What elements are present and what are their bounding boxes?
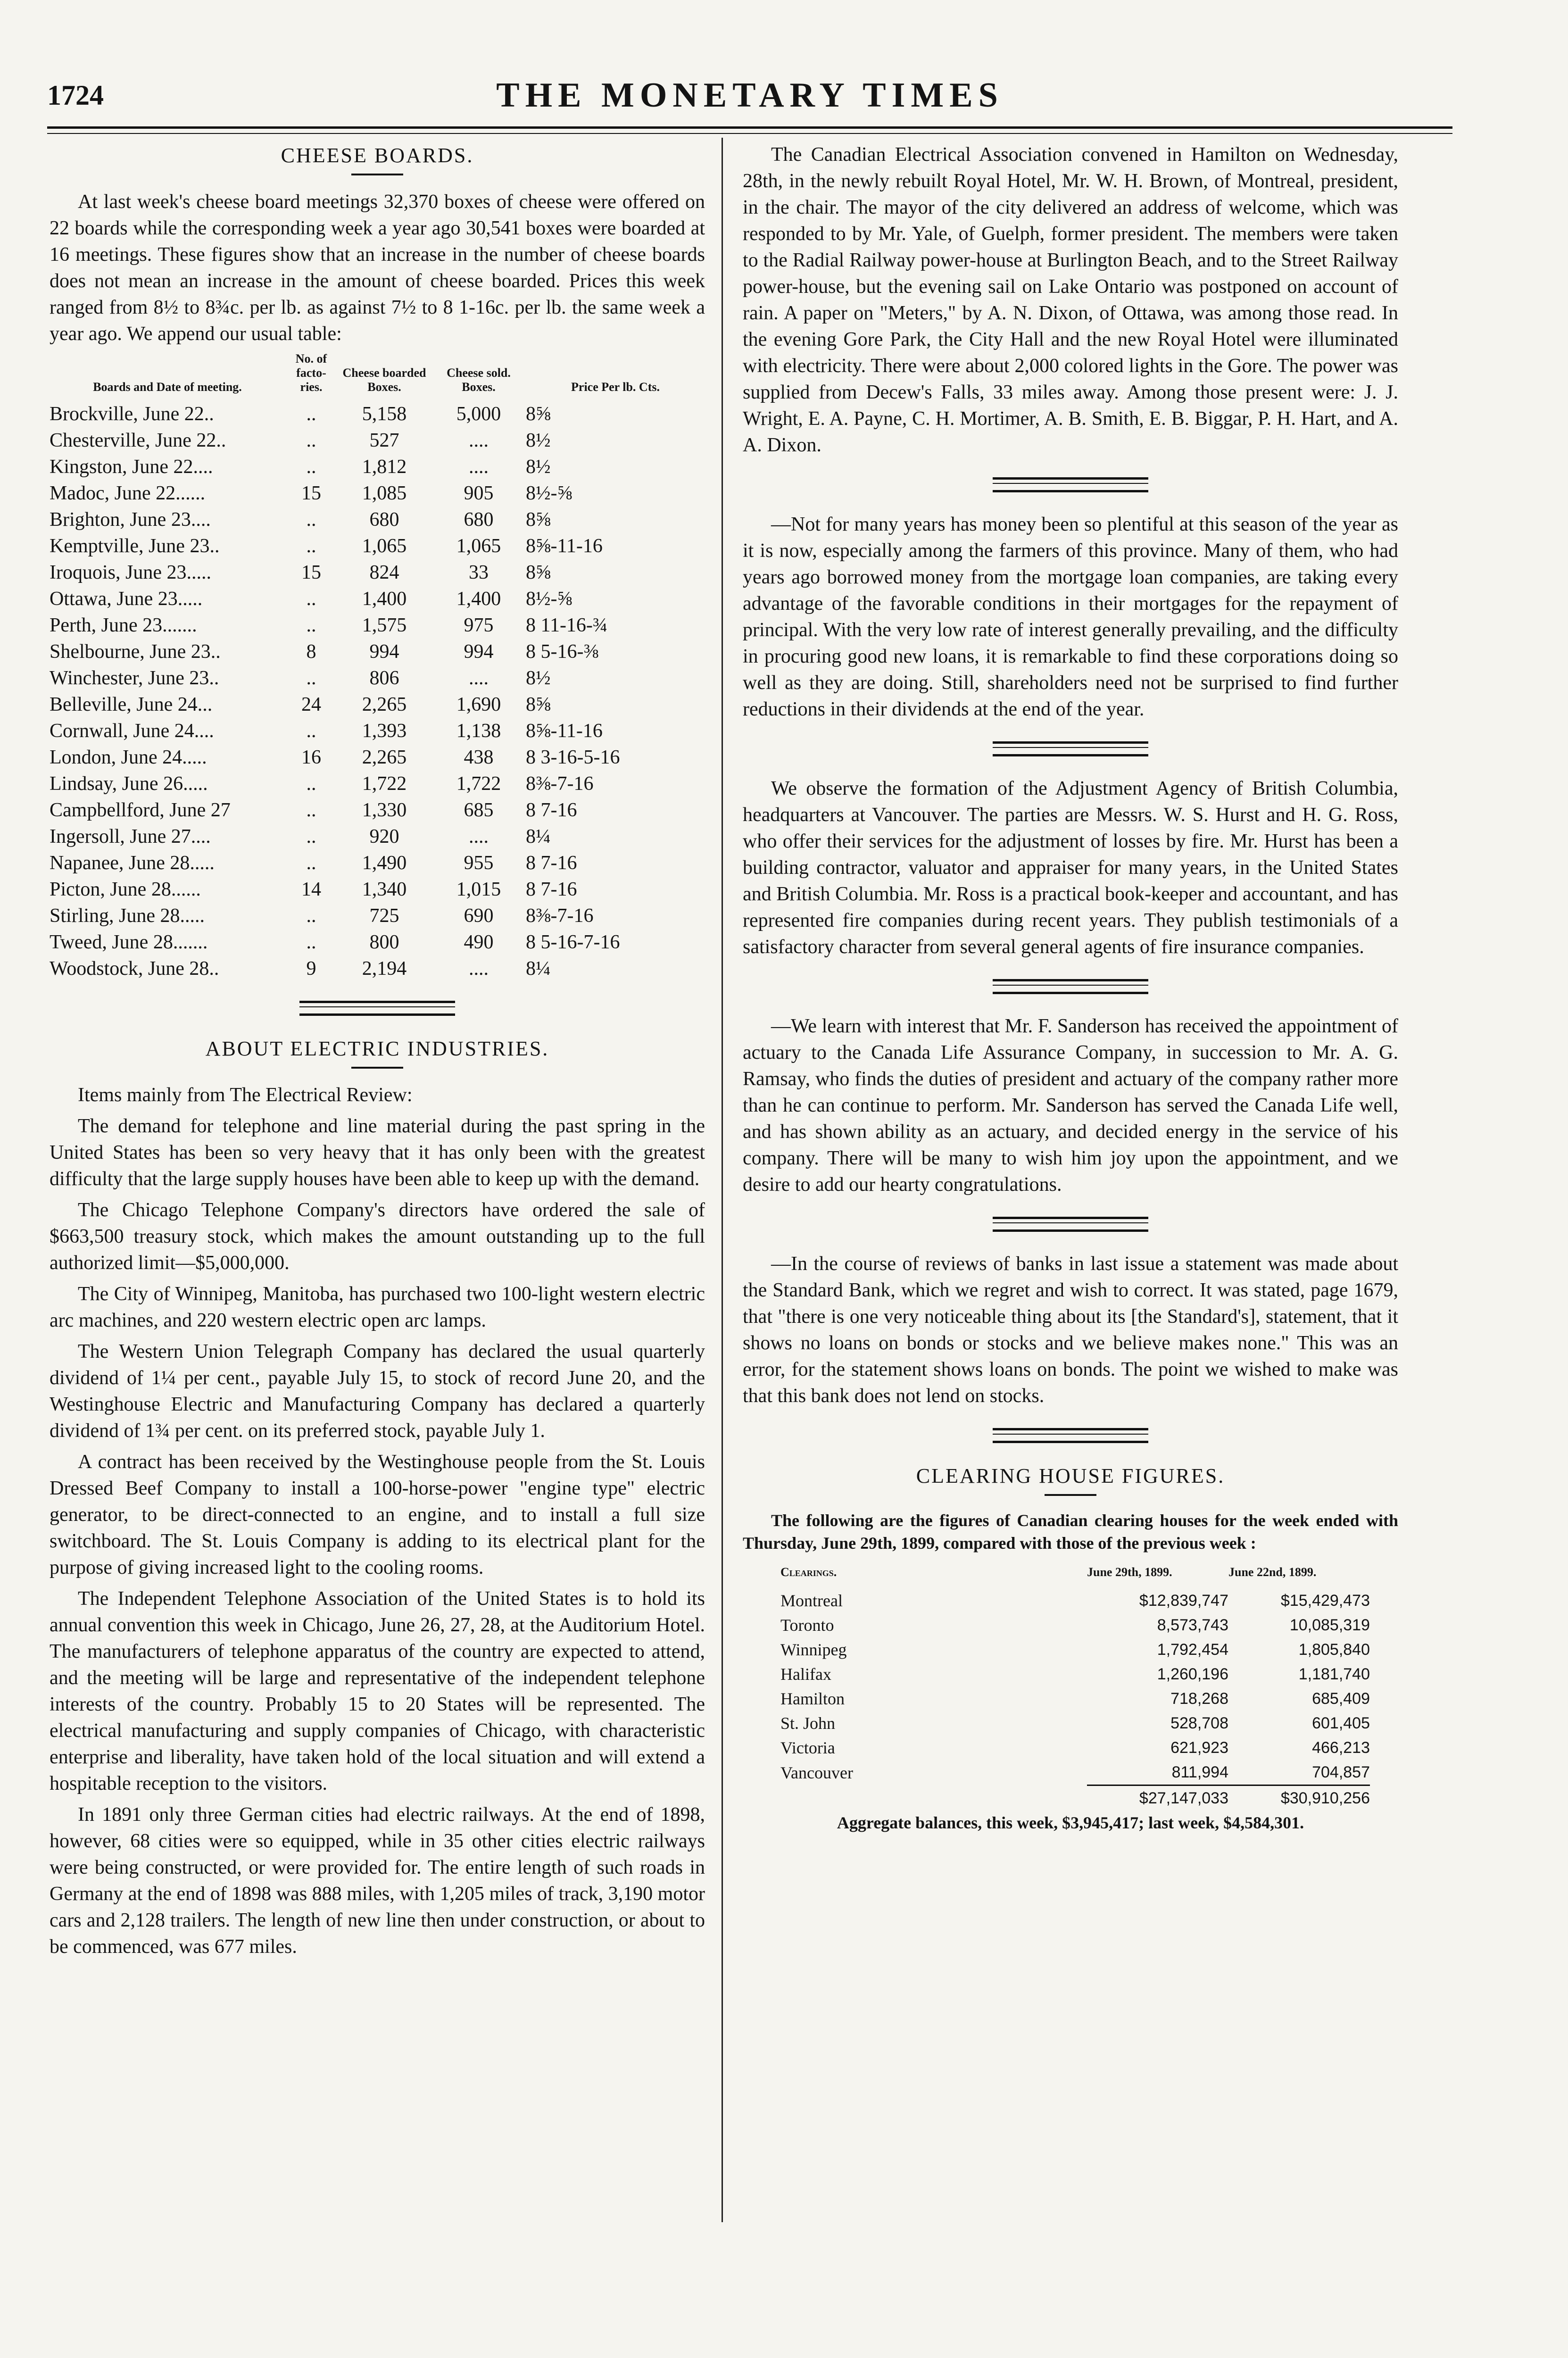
- table-row: [50, 427, 705, 454]
- title-rule: [351, 174, 403, 175]
- price: 8 3-16-5-16: [526, 747, 620, 768]
- factories-count: 9: [306, 958, 316, 980]
- col-sold: Cheese sold. Boxes.: [447, 366, 511, 394]
- col-board: Boards and Date of meeting.: [93, 380, 242, 394]
- board-name: Kingston, June 22....: [50, 456, 213, 478]
- table-row: [50, 480, 705, 506]
- boxes-sold: 33: [469, 562, 489, 583]
- table-row: [50, 691, 705, 718]
- board-name: Winchester, June 23..: [50, 667, 219, 689]
- col-clearings: Clearings.: [780, 1565, 837, 1579]
- board-name: Campbellford, June 27: [50, 799, 231, 821]
- clearing-this-week: $12,839,747: [1139, 1592, 1228, 1610]
- board-name: Kemptville, June 23..: [50, 535, 220, 557]
- boxes-boarded: 1,722: [362, 773, 407, 795]
- clearing-this-week: 718,268: [1170, 1690, 1228, 1708]
- factories-count: ..: [306, 403, 316, 425]
- price: 8 5-16-⅜: [526, 641, 598, 663]
- boxes-sold: 994: [464, 641, 494, 663]
- table-row: [50, 612, 705, 639]
- boxes-boarded: 1,340: [362, 879, 407, 900]
- price: 8⅜-7-16: [526, 905, 594, 927]
- right-column: [743, 141, 1398, 1835]
- table-row: [50, 533, 705, 559]
- city-name: St. John: [780, 1714, 836, 1733]
- electric-item: A contract has been received by the Westinghouse people from the St. Louis Dressed Beef Company to install a 100-horse-power "engine type" electric generator, to be direct-connected to an engine, and to install a full size switchboard. The St. Louis Company is adding to its electrical plant for the purpose of giving increased light to the cooling rooms.: [50, 1451, 705, 1578]
- board-name: Ingersoll, June 27....: [50, 826, 211, 847]
- board-name: Lindsay, June 26.....: [50, 773, 208, 795]
- col-boarded: Cheese boarded Boxes.: [342, 366, 426, 394]
- boxes-boarded: 1,812: [362, 456, 407, 478]
- clearing-this-week: 8,573,743: [1157, 1616, 1228, 1634]
- electric-item: In 1891 only three German cities had electric railways. At the end of 1898, however, 68 cities were so equipped, while in 35 other cities electric railways were being constructed, or were provided for. The entire length of such roads in Germany at the end of 1898 was 888 miles, with 1,205 miles of track, 3,190 motor cars and 2,128 trailers. The length of new line then under construction, or about to be commenced, was 677 miles.: [50, 1804, 705, 1958]
- section-divider: [993, 477, 1148, 492]
- table-row: [780, 1662, 1370, 1686]
- clearing-this-week: 621,923: [1170, 1739, 1228, 1757]
- city-name: Vancouver: [780, 1763, 853, 1782]
- adjustment-article: We observe the formation of the Adjustment Agency of British Columbia, headquarters at Vancouver. The parties are Messrs. W. S. Hurst and H. G. Ross, who offer their services for the adjustment of losses by fire. Mr. Hurst has been a building contractor, valuator and appraiser for many years, in the United States and British Columbia. Mr. Ross is a practical book-keeper and accountant, and has represented fire companies during recent years. They publish testimonials of a satisfactory character from several general agents of fire insurance companies.: [743, 778, 1398, 958]
- factories-count: ..: [306, 931, 316, 953]
- table-row: [50, 823, 705, 850]
- electric-item: The Chicago Telephone Company's directors have ordered the sale of $663,500 treasury stock, which makes the amount outstanding up to the full authorized limit—$5,000,000.: [50, 1199, 705, 1274]
- title-rule: [1045, 1494, 1096, 1496]
- boxes-boarded: 2,265: [362, 694, 407, 715]
- table-row: [50, 955, 705, 982]
- boxes-boarded: 1,575: [362, 614, 407, 636]
- clearing-last-week: 10,085,319: [1289, 1616, 1370, 1634]
- board-name: Brockville, June 22..: [50, 403, 214, 425]
- clearing-last-week: 1,805,840: [1298, 1641, 1370, 1659]
- clearing-last-week: 466,213: [1312, 1739, 1370, 1757]
- city-name: Toronto: [780, 1616, 834, 1635]
- boxes-sold: 1,138: [456, 720, 501, 742]
- board-name: Napanee, June 28.....: [50, 852, 215, 874]
- aggregate-balances: Aggregate balances, this week, $3,945,417; last week, $4,584,301.: [837, 1813, 1304, 1832]
- board-name: Perth, June 23.......: [50, 614, 197, 636]
- board-name: Iroquois, June 23.....: [50, 562, 211, 583]
- boxes-sold: ....: [469, 430, 489, 451]
- section-divider: [993, 1428, 1148, 1443]
- total-june-22: $30,910,256: [1228, 1785, 1370, 1811]
- boxes-boarded: 920: [369, 826, 399, 847]
- table-row: [50, 586, 705, 612]
- clearing-this-week: 1,260,196: [1157, 1665, 1228, 1683]
- table-row: [50, 718, 705, 744]
- table-row: [780, 1588, 1370, 1613]
- board-name: Tweed, June 28.......: [50, 931, 208, 953]
- factories-count: ..: [306, 509, 316, 531]
- clearing-title: CLEARING HOUSE FIGURES.: [916, 1464, 1225, 1487]
- boxes-sold: 680: [464, 509, 494, 531]
- boxes-sold: 5,000: [456, 403, 501, 425]
- clearing-last-week: 1,181,740: [1298, 1665, 1370, 1683]
- boxes-sold: 685: [464, 799, 494, 821]
- clearing-this-week: 811,994: [1171, 1763, 1228, 1781]
- section-divider: [993, 1217, 1148, 1232]
- boxes-sold: 1,065: [456, 535, 501, 557]
- factories-count: ..: [306, 456, 316, 478]
- factories-count: ..: [306, 826, 316, 847]
- price: 8⅝: [526, 694, 551, 715]
- clearing-intro: The following are the figures of Canadian clearing houses for the week ended with Thursday, June 29th, 1899, compared with those of the previous week :: [743, 1511, 1398, 1553]
- electric-item: The Western Union Telegraph Company has declared the usual quarterly dividend of 1¼ per cent., payable July 15, to stock of record June 20, and the Westinghouse Electric and Manufacturing Company has declared a quarterly dividend of 1¾ per cent. on its preferred stock, payable July 1.: [50, 1341, 705, 1442]
- table-row: [50, 771, 705, 797]
- clearing-last-week: $15,429,473: [1280, 1592, 1370, 1610]
- section-divider: [993, 741, 1148, 756]
- price: 8⅝: [526, 509, 551, 531]
- boxes-boarded: 1,330: [362, 799, 407, 821]
- price: 8¼: [526, 826, 551, 847]
- price: 8 7-16: [526, 852, 577, 874]
- clearing-last-week: 601,405: [1312, 1714, 1370, 1732]
- boxes-boarded: 824: [369, 562, 399, 583]
- price: 8½: [526, 456, 551, 478]
- boxes-boarded: 2,194: [362, 958, 407, 980]
- factories-count: ..: [306, 614, 316, 636]
- col-factories: No. of facto-ries.: [295, 352, 327, 394]
- boxes-boarded: 994: [369, 641, 399, 663]
- electric-item: The City of Winnipeg, Manitoba, has purchased two 100-light western electric arc machines, and 220 western electric open arc lamps.: [50, 1283, 705, 1331]
- title-rule: [351, 1067, 403, 1069]
- clearing-last-week: 704,857: [1312, 1763, 1370, 1781]
- electric-item: The demand for telephone and line material during the past spring in the United States has been so very heavy that it has only been with the greatest difficulty that the large supply houses have been able to keep up with the demand.: [50, 1115, 705, 1190]
- table-row: [50, 744, 705, 771]
- table-row: [50, 454, 705, 480]
- boxes-sold: 955: [464, 852, 494, 874]
- table-row: [50, 797, 705, 823]
- section-divider: [299, 1001, 455, 1016]
- board-name: Ottawa, June 23.....: [50, 588, 203, 610]
- boxes-sold: ....: [469, 826, 489, 847]
- price: 8⅜-7-16: [526, 773, 594, 795]
- table-row: [50, 903, 705, 929]
- factories-count: ..: [306, 720, 316, 742]
- table-row: [780, 1735, 1370, 1760]
- factories-count: ..: [306, 799, 316, 821]
- col-price: Price Per lb. Cts.: [571, 380, 660, 394]
- factories-count: ..: [306, 773, 316, 795]
- boxes-sold: 690: [464, 905, 494, 927]
- boxes-sold: 975: [464, 614, 494, 636]
- clearing-this-week: 1,792,454: [1157, 1641, 1228, 1659]
- price: 8⅝-11-16: [526, 720, 603, 742]
- boxes-boarded: 806: [369, 667, 399, 689]
- factories-count: 8: [306, 641, 316, 663]
- masthead: THE MONETARY TIMES: [496, 76, 1004, 115]
- table-row: [50, 665, 705, 691]
- page-number: 1724: [47, 80, 104, 111]
- cheese-boards-title: CHEESE BOARDS.: [281, 144, 474, 167]
- board-name: Cornwall, June 24....: [50, 720, 214, 742]
- boxes-boarded: 1,085: [362, 482, 407, 504]
- total-june-29: $27,147,033: [1087, 1785, 1228, 1811]
- city-name: Victoria: [780, 1738, 835, 1757]
- city-name: Winnipeg: [780, 1640, 847, 1659]
- table-row: [780, 1637, 1370, 1662]
- board-name: Woodstock, June 28..: [50, 958, 219, 980]
- boxes-boarded: 1,393: [362, 720, 407, 742]
- boxes-boarded: 2,265: [362, 747, 407, 768]
- price: 8 7-16: [526, 799, 577, 821]
- boxes-sold: 1,690: [456, 694, 501, 715]
- factories-count: 15: [301, 562, 321, 583]
- board-name: Picton, June 28......: [50, 879, 201, 900]
- boxes-sold: ....: [469, 958, 489, 980]
- factories-count: ..: [306, 852, 316, 874]
- boxes-boarded: 5,158: [362, 403, 407, 425]
- cheese-intro: At last week's cheese board meetings 32,370 boxes of cheese were offered on 22 boards while the corresponding week a year ago 30,541 boxes were boarded at 16 meetings. These figures show that an increase in the number of cheese boards does not mean an increase in the amount of cheese boarded. Prices this week ranged from 8½ to 8¾c. per lb. as against 7½ to 8 1-16c. per lb. the same week a year ago. We append our usual table:: [50, 191, 705, 345]
- cheese-table: [50, 352, 705, 982]
- table-row: [50, 876, 705, 903]
- table-row: [50, 506, 705, 533]
- sanderson-article: —We learn with interest that Mr. F. Sanderson has received the appointment of actuary to the Canada Life Assurance Company, in succession to Mr. A. G. Ramsay, who finds the duties of president and actuary of the company rather more than he can continue to perform. Mr. Sanderson has served the Canada Life well, and has shown ability as an actuary, and decided energy in the service of his company. There will be many to wish him joy upon the appointment, and we desire to add our hearty congratulations.: [743, 1015, 1398, 1196]
- factories-count: 15: [301, 482, 321, 504]
- factories-count: ..: [306, 430, 316, 451]
- board-name: Chesterville, June 22..: [50, 430, 226, 451]
- table-row: [50, 639, 705, 665]
- board-name: Belleville, June 24...: [50, 694, 213, 715]
- boxes-sold: 905: [464, 482, 494, 504]
- boxes-sold: 438: [464, 747, 494, 768]
- electric-items: [50, 1113, 705, 1960]
- boxes-sold: ....: [469, 456, 489, 478]
- price: 8⅝: [526, 562, 551, 583]
- factories-count: ..: [306, 588, 316, 610]
- boxes-boarded: 680: [369, 509, 399, 531]
- price: 8½-⅝: [526, 588, 572, 610]
- electric-intro: Items mainly from The Electrical Review:: [78, 1084, 413, 1106]
- boxes-sold: ....: [469, 667, 489, 689]
- board-name: Stirling, June 28.....: [50, 905, 205, 927]
- price: 8¼: [526, 958, 551, 980]
- header-rule: [47, 126, 1452, 129]
- factories-count: 14: [301, 879, 321, 900]
- boxes-sold: 1,015: [456, 879, 501, 900]
- boxes-sold: 1,722: [456, 773, 501, 795]
- section-divider: [993, 979, 1148, 994]
- price: 8½: [526, 430, 551, 451]
- electric-title: ABOUT ELECTRIC INDUSTRIES.: [205, 1037, 549, 1060]
- clearing-total-row: [780, 1785, 1370, 1811]
- boxes-boarded: 527: [369, 430, 399, 451]
- price: 8½: [526, 667, 551, 689]
- boxes-boarded: 1,065: [362, 535, 407, 557]
- association-article: The Canadian Electrical Association convened in Hamilton on Wednesday, 28th, in the newly rebuilt Royal Hotel, Mr. W. H. Brown, of Montreal, president, in the chair. The mayor of the city delivered an address of welcome, which was responded to by Mr. Yale, of Guelph, former president. The members were taken to the Radial Railway power-house at Burlington Beach, and to the Street Railway power-house, but the evening sail on Lake Ontario was postponed on account of rain. A paper on "Meters," by A. N. Dixon, of Ottawa, was among those read. In the evening Gore Park, the City Hall and the new Royal Hotel were illuminated with electricity. There were about 2,000 colored lights in the Gore. The power was supplied from Decew's Falls, 33 miles away. Among those present were: J. J. Wright, E. A. Payne, C. H. Mortimer, A. B. Smith, E. B. Biggar, P. H. Hart, and A. A. Dixon.: [743, 144, 1398, 456]
- table-row: [780, 1760, 1370, 1785]
- factories-count: ..: [306, 535, 316, 557]
- table-row: [50, 401, 705, 427]
- col-june-29: June 29th, 1899.: [1087, 1565, 1172, 1579]
- table-row: [780, 1613, 1370, 1637]
- standard-bank-article: —In the course of reviews of banks in last issue a statement was made about the Standard Bank, which we regret and wish to correct. It was stated, page 1679, that "there is one very noticeable thing about its [the Standard's], statement, that it shows no loans on bonds or stocks and we believe makes none." This was an error, for the statement shows loans on bonds. The point we wished to make was that this bank does not lend on stocks.: [743, 1253, 1398, 1407]
- clearing-last-week: 685,409: [1312, 1690, 1370, 1708]
- boxes-boarded: 1,400: [362, 588, 407, 610]
- table-row: [780, 1686, 1370, 1711]
- board-name: Madoc, June 22......: [50, 482, 206, 504]
- table-row: [50, 850, 705, 876]
- header-rule-thin: [47, 133, 1452, 134]
- boxes-sold: 490: [464, 931, 494, 953]
- price: 8⅝: [526, 403, 551, 425]
- money-article: —Not for many years has money been so plentiful at this season of the year as it is now, especially among the farmers of this province. Many of them, who had years ago borrowed money from the mortgage loan companies, are taking every advantage of the favorable conditions in their mortgages for the repayment of principal. With the very low rate of interest generally prevailing, and the difficulty in procuring good new loans, it is remarkable to find these corporations doing so well as they are doing. Still, shareholders need not be surprised to find further reductions in their dividends at the end of the year.: [743, 514, 1398, 720]
- price: 8 11-16-¾: [526, 614, 608, 636]
- price: 8½-⅝: [526, 482, 572, 504]
- boxes-boarded: 725: [369, 905, 399, 927]
- boxes-boarded: 1,490: [362, 852, 407, 874]
- left-column: [50, 141, 705, 1965]
- factories-count: 24: [301, 694, 321, 715]
- price: 8 5-16-7-16: [526, 931, 620, 953]
- boxes-sold: 1,400: [456, 588, 501, 610]
- column-separator: [722, 138, 723, 2222]
- electric-item: The Independent Telephone Association of the United States is to hold its annual convention this week in Chicago, June 26, 27, 28, at the Auditorium Hotel. The manufacturers of telephone apparatus of the country are expected to attend, and the meeting will be large and representative of the independent telephone interests of the country. Probably 15 to 20 States will be represented. The electrical manufacturing and supply companies of Chicago, with characteristic enterprise and liberality, have taken hold of the local situation and will extend a hospitable reception to the visitors.: [50, 1588, 705, 1794]
- factories-count: 16: [301, 747, 321, 768]
- price: 8⅝-11-16: [526, 535, 603, 557]
- table-row: [780, 1711, 1370, 1735]
- table-row: [50, 929, 705, 955]
- board-name: Shelbourne, June 23..: [50, 641, 221, 663]
- col-june-22: June 22nd, 1899.: [1228, 1565, 1317, 1579]
- clearing-table: [780, 1559, 1370, 1810]
- city-name: Hamilton: [780, 1689, 845, 1708]
- table-row: [50, 559, 705, 586]
- clearing-this-week: 528,708: [1170, 1714, 1228, 1732]
- city-name: Montreal: [780, 1591, 843, 1610]
- city-name: Halifax: [780, 1665, 831, 1684]
- factories-count: ..: [306, 667, 316, 689]
- factories-count: ..: [306, 905, 316, 927]
- price: 8 7-16: [526, 879, 577, 900]
- board-name: Brighton, June 23....: [50, 509, 211, 531]
- boxes-boarded: 800: [369, 931, 399, 953]
- board-name: London, June 24.....: [50, 747, 207, 768]
